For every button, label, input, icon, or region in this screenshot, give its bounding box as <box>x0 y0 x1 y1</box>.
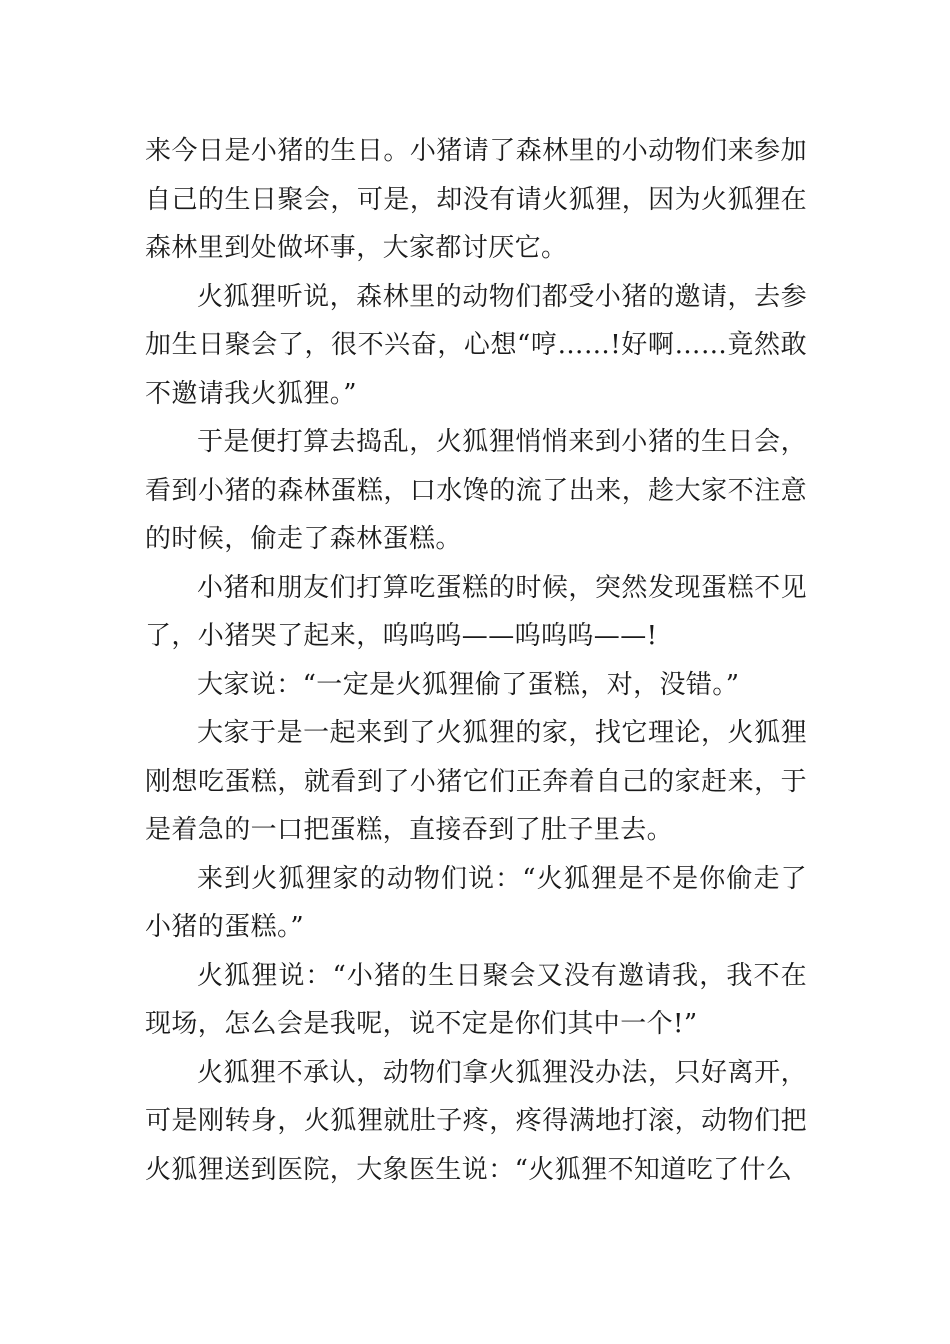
paragraph-2: 火狐狸听说，森林里的动物们都受小猪的邀请，去参加生日聚会了，很不兴奋，心想“哼……!好啊……竟然敢不邀请我火狐狸。” <box>145 281 807 409</box>
paragraph-5: 大家说：“一定是火狐狸偷了蛋糕，对，没错。” <box>197 669 740 700</box>
paragraph-4: 小猪和朋友们打算吃蛋糕的时候，突然发现蛋糕不见了，小猪哭了起来，呜呜呜——呜呜呜——! <box>145 572 807 651</box>
paragraph-6: 大家于是一起来到了火狐狸的家，找它理论，火狐狸刚想吃蛋糕，就看到了小猪它们正奔着自己的家赶来，于是着急的一口把蛋糕，直接吞到了肚子里去。 <box>145 718 807 845</box>
story-text <box>145 127 807 1194</box>
paragraph-3: 于是便打算去捣乱，火狐狸悄悄来到小猪的生日会，看到小猪的森林蛋糕，口水馋的流了出来，趁大家不注意的时候，偷走了森林蛋糕。 <box>145 427 807 554</box>
paragraph-9: 火狐狸不承认，动物们拿火狐狸没办法，只好离开，可是刚转身，火狐狸就肚子疼，疼得满地打滚，动物们把火狐狸送到医院，大象医生说：“火狐狸不知道吃了什么 <box>145 1057 807 1185</box>
paragraph-7: 来到火狐狸家的动物们说：“火狐狸是不是你偷走了小猪的蛋糕。” <box>145 863 807 942</box>
paragraph-1: 来今日是小猪的生日。小猪请了森林里的小动物们来参加自己的生日聚会，可是，却没有请火狐狸，因为火狐狸在森林里到处做坏事，大家都讨厌它。 <box>145 136 807 263</box>
paragraph-8: 火狐狸说：“小猪的生日聚会又没有邀请我，我不在现场，怎么会是我呢，说不定是你们其中一个!” <box>145 960 807 1039</box>
